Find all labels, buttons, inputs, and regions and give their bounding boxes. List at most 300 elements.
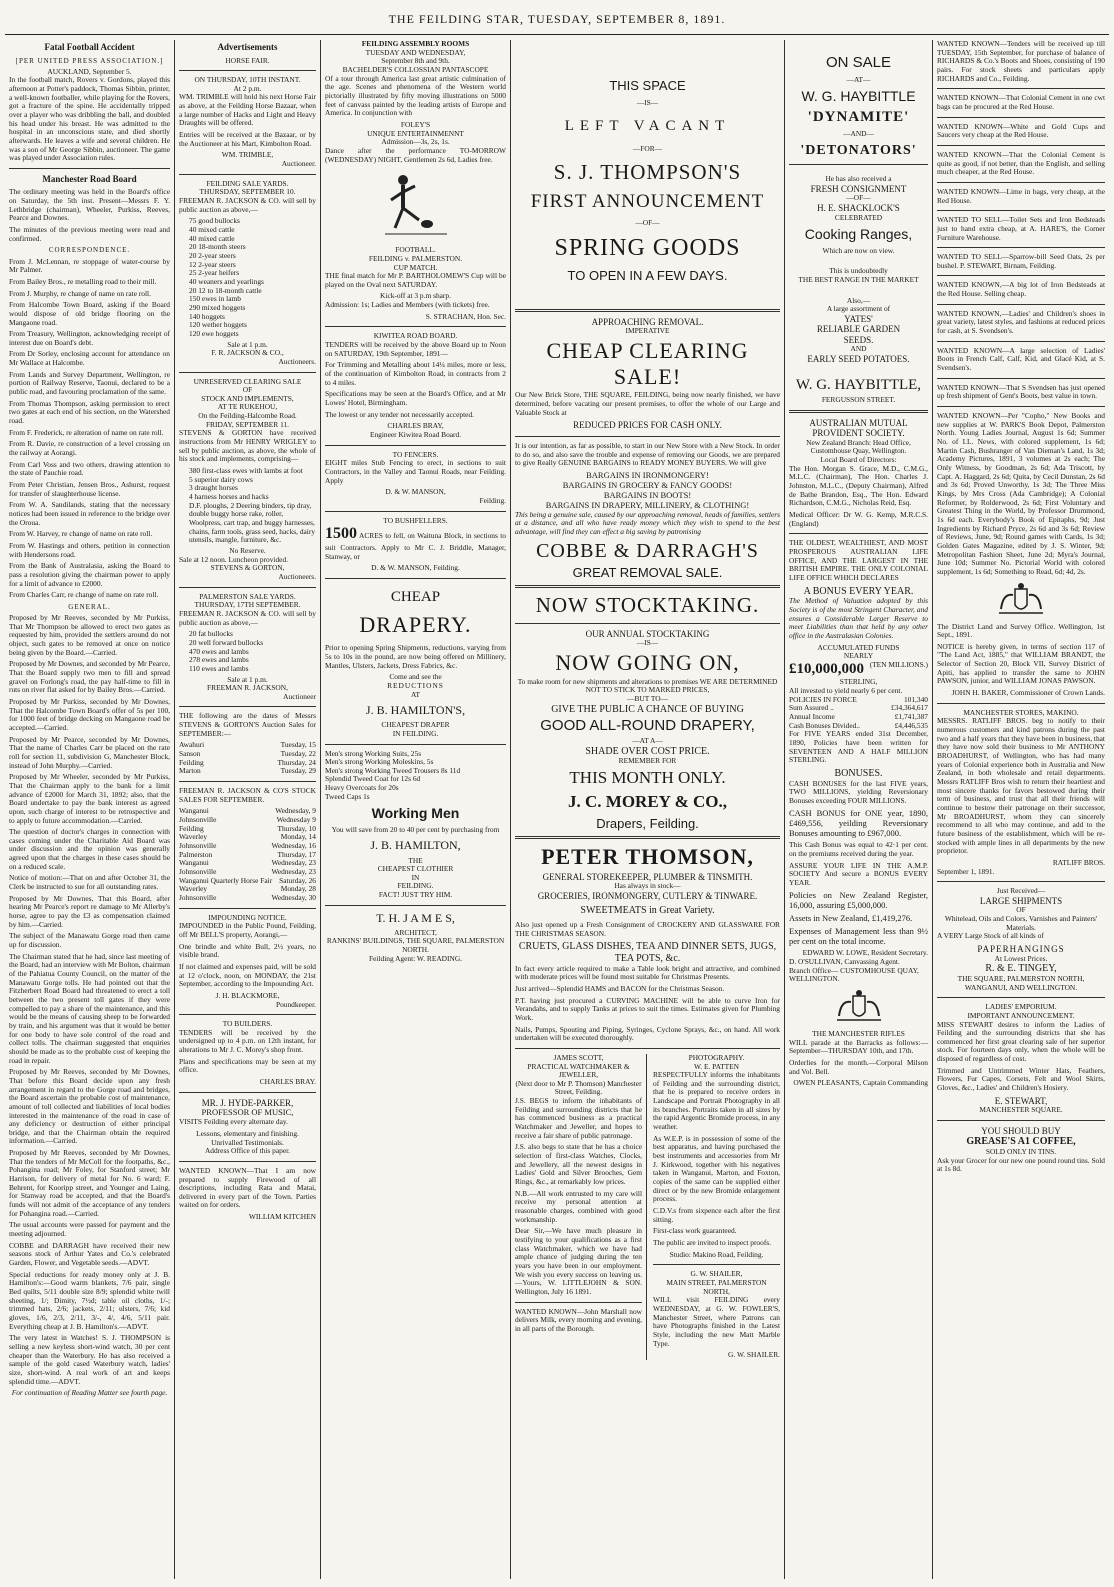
builders-text: TENDERS will be received by the undersigned up to 4 p.m. on 12th instant, for alterations to Mr J. C. Morey's shop front. xyxy=(179,1027,316,1055)
haybittle-heading: W. G. HAYBITTLE xyxy=(801,88,916,105)
imp-role: Poundkeeper. xyxy=(275,999,316,1009)
divider xyxy=(937,88,1105,89)
men-item: Men's strong Working Tweed Trousers 8s 11d xyxy=(325,765,461,775)
wanted-12: WANTED KNOWN—Per "Copho," New Books and new supplies at W. PARK'S Book Depot, Palmerston North. Young Ladies Journal, August 1s 6d; Summer No. of I.L. News, with colored supplement, 1s 6d; Martin Cash, Bushranger of Van Dieman's Land, 1s 3d; Academy Pictures, 1891, 3 volumes at 2s each; The Only Witness, by Goodman, 2s 6d; Ada Triscott, by Capt. A. Haggard, 2s 6d; Quita, by Cecil Dunstan, 2s 6d and 3s 6d; Proved Unworthy, 1s 3d; The Three Miss Kings, by Mrs Cross (Ada Cambridge); A Colonial Reformer, by Rolderwood, 2s 6d; First Voluntary and Greatest Thing in the World, by Professor Drummond, 1s 6d each. Everybody's Book of Epitaphs, 9d; Just Ingredients by Richard Pryce, 2s 6d and 3s 6d; Review of Reviews, June, 9d; Round games with Cards, 1s 3d; Golden Gates Magazine, edited by J. S. Winter, 9d; Metropolitan Fashion Sheet, June 2d; Myra's Journal, June 10d; Summer No. Pictorial World with colored supplement, 1s 6d; Something to Read, 6d; 4d, 2s. xyxy=(937,411,1105,576)
sweetmeats: SWEETMEATS in Great Variety. xyxy=(580,905,715,917)
baker-sign: JOHN H. BAKER, Commissioner of Crown Lands. xyxy=(951,688,1105,698)
wanted-6: WANTED TO SELL—Toilet Sets and Iron Bedsteads just to hand extra cheap, at A. HARE'S, the Corner Furniture Warehouse. xyxy=(937,215,1105,242)
hyde-text2: Lessons, elementary and finishing. xyxy=(196,1128,299,1138)
fsy-item: 150 ewes in lamb xyxy=(189,294,241,304)
land-notice: NOTICE is hereby given, in terms of section 117 of "The Land Act, 1885," that WILLIAM BRANDT, the Selector of Section 20, Block VII, Survey District of Apiti, has applied to transfer the same to JOHN PAWSON, junior, and WILLIAM JONAS PAWSON. xyxy=(937,641,1105,686)
bargain-line: BARGAINS IN BOOTS! xyxy=(603,489,692,500)
fsy-title: FEILDING SALE YARDS. xyxy=(206,178,289,188)
divider xyxy=(179,1161,316,1162)
psy-item: 20 fat bullocks xyxy=(189,629,233,639)
sg-date-value: Tuesday, 22 xyxy=(280,749,316,759)
fact-text: In fact every article required to make a Table look bright and attractive, and combined with moderate prices will be found most suitable for Christmas Presents. xyxy=(515,963,780,982)
of-label: OF xyxy=(1016,905,1026,915)
wanted-5: WANTED KNOWN—Lime in bags, very cheap, at the Red House. xyxy=(937,186,1105,205)
shailer-sign: G. W. SHAILER. xyxy=(728,1350,780,1360)
advertisements-heading: Advertisements xyxy=(217,42,278,52)
fsy-item: 20 18-month steers xyxy=(189,242,246,252)
open-soon: TO OPEN IN A FEW DAYS. xyxy=(567,267,728,283)
clearing-text: Our New Brick Store, THE SQUARE, FEILDING, being now nearly finished, we have determined, before vacating our present premises, to offer the whole of our Large and Valuable Stock at xyxy=(515,390,780,417)
come-see: Come and see the xyxy=(389,672,442,682)
hyde-text3: Unrivalled Testimonials. xyxy=(211,1137,284,1147)
wanted-4: WANTED KNOWN—That the Colonial Cement is quite as good, if not better, than the English, and selling much cheaper, at the Red House. xyxy=(937,149,1105,177)
unres-reserve: No Reserve. xyxy=(229,545,266,555)
frj-date-value: Thursday, 10 xyxy=(277,823,316,833)
whitelead: Whitelead, Oils and Colors, Varnishes and Painters' Materials. xyxy=(944,914,1098,932)
divider xyxy=(937,406,1105,407)
divider xyxy=(179,372,316,373)
board-minutes: The minutes of the previous meeting were read and confirmed. xyxy=(9,225,170,243)
feilding-label: FEILDING. xyxy=(397,881,434,891)
should-buy: YOU SHOULD BUY xyxy=(981,1125,1061,1136)
frj-date xyxy=(179,894,316,903)
general-item: Proposed by Mr Downes, and seconded by Mr Pearce, That the Board supply two men to fill and spread gravel on Forlong's road, the pay half-time to fill in ruts on river flat asked for by Bailey Bros.—Carried. xyxy=(9,659,170,695)
unres-item: 380 first-class ewes with lambs at foot xyxy=(189,466,303,476)
very-large: A VERY Large Stock of all kinds of xyxy=(937,931,1044,941)
ph-text5: The public are invited to inspect proofs. xyxy=(653,1237,772,1247)
divider xyxy=(515,436,780,437)
unres-at: AT TE RUKEHOU, xyxy=(217,402,278,412)
divider xyxy=(179,706,316,707)
psy-sign: FREEMAN R. JACKSON, xyxy=(207,683,288,693)
kiwitea-title: KIWITEA ROAD BOARD. xyxy=(373,331,458,341)
general-item: Proposed by Mr Reeves, seconded by Mr Downes, That the tenders of Mr McColl for the footpaths, &c., Pohangina road; Mr Foley, for Stanford street; Mr Harrison, for delivery of metal for No. 6 ward; F. Behrent, for Kooripp street, and Younger and Laing, for Stanway road be accepted, and that the Board's funds will not admit of the acceptance of any tenders for Pohangina road.—Carried. xyxy=(9,1148,170,1218)
correspondence-item: From R. Davie, re construction of a level crossing on the railway at Aorangi. xyxy=(9,439,170,458)
general-item: Notice of motion:—That on and after October 31, the Clerk be instructed to sue for all outstanding rates. xyxy=(9,873,170,892)
remember: REMEMBER FOR xyxy=(618,756,677,766)
imp-text: IMPOUNDED in the Public Pound, Feilding, off Mr BELL'S property, Aorangi,— xyxy=(179,921,316,939)
stewart-sign: E. STEWART, xyxy=(994,1095,1048,1106)
builders-text2: Plans and specifications may be seen at my office. xyxy=(179,1056,316,1075)
ratliff-date: September 1, 1891. xyxy=(937,866,995,876)
rifles-heading: THE MANCHESTER RIFLES xyxy=(812,1029,905,1039)
trimmed-hats: Trimmed and Untrimmed Winter Hats, Feathers, Flowers, Fur Capes, Corsets, Felt and Wool Skirts, Gloves, &c., Ladies' and Children's Hosiery. xyxy=(937,1065,1105,1093)
divider xyxy=(515,309,780,312)
frj-date-value: Wednesday, 30 xyxy=(271,892,316,902)
of-label: —OF— xyxy=(635,217,660,227)
bonus-every-year: A BONUS EVERY YEAR. xyxy=(803,585,914,597)
rooms-title: FEILDING ASSEMBLY ROOMS xyxy=(361,40,470,48)
working-men: Working Men xyxy=(371,805,460,822)
ten-million-label: (TEN MILLIONS.) xyxy=(869,659,928,669)
divider xyxy=(937,1120,1105,1121)
js-text2: J.S. also begs to state that he has a choice selection of first-class Watches, Clocks, and Jewellery, all the newest designs in Ladies' Gold and Silver Brooches, Gem Rings, &c., at remarkably low prices. xyxy=(515,1142,642,1187)
divider xyxy=(937,275,1105,276)
and2-label: AND xyxy=(850,344,867,354)
lowe: EDWARD W. LOWE, Resident Secretary. xyxy=(802,948,928,958)
general-list xyxy=(9,614,170,1239)
ten-million-row xyxy=(789,661,928,679)
assure: ASSURE YOUR LIFE IN THE A.M.P. SOCIETY And secure a BONUS EVERY YEAR. xyxy=(789,860,928,888)
now-going: NOW GOING ON, xyxy=(555,649,740,675)
divider xyxy=(515,836,780,839)
psy-role: Auctioneer xyxy=(283,691,316,701)
unres-sign: STEVENS & GORTON, xyxy=(210,563,285,573)
special-advt: Special reductions for ready money only at J. B. Hamilton's:—Good warm blankets, 7/6 pair, single Bed quilts, 5/11 double size 8/9; splendid white twill sheeting, 1/; Dimity, 7½d; table oil cloths, 1/-; trimmed hats, 2/6; jackets, 2/11; ulsters, 7/6; kid gloves, 1/6, 2/3, 2/11, 3/-, 4/, 4/6, 5/11 pair. Everything cheap at J. B. Hamilton's.—ADVT. xyxy=(9,1269,170,1331)
psy-list xyxy=(179,630,316,673)
on-sale: ON SALE xyxy=(825,54,892,71)
unres-of: OF xyxy=(242,385,253,395)
clearing-sale: CHEAP CLEARING SALE! xyxy=(546,337,749,389)
horse-fair-role: Auctioneer. xyxy=(281,159,316,169)
cruets: CRUETS, GLASS DISHES, TEA AND DINNER SETS, JUGS, TEA POTS, &c. xyxy=(518,941,777,964)
large-assortment: A large assortment of xyxy=(826,304,891,314)
ten-million: £10,000,000 xyxy=(789,660,864,677)
thj-agent: Feilding Agent: W. READING. xyxy=(369,953,462,963)
seeds: SEEDS. xyxy=(843,334,874,345)
bush-number: 1500 xyxy=(325,525,357,543)
fatal-text: In the football match, Rovers v. Gordons, played this afternoon at Potter's paddock, Thomas Sibbin, printer, a well-known footballer, while playing for the Rovers, got a fracture of the spine. He accidentally tripped over a player who was dribbling the ball, and doubled his head under his breast. He was admitted to the hospital in an unconscious state, and died shortly afterwards. He leaves a wife and several children. He was a son of Mr George Sibbin, auctioneer. The game was played under Association rules. xyxy=(9,75,170,163)
rooms-text: Of a tour through America last great artistic culmination of the age. Scenes and phenomena of the Western world pictorially illustrated by fifty moving illustrations on 5000 feet of canvass painted by the leading artists of Europe and America. In conjunction with xyxy=(325,73,506,118)
fresh-consignment: FRESH CONSIGNMENT xyxy=(810,183,907,194)
horse-fair-title: HORSE FAIR. xyxy=(225,55,270,65)
fsy-item: 40 mixed cattle xyxy=(189,225,235,235)
ph-text: RESPECTFULLY informs the inhabitants of Feilding and the surrounding district, that he is prepared to receive orders in Landscape and Portrait Photography in all its branches. Portraits taken in all sizes by the rapid Argentic Bromide process, in any weather. xyxy=(653,1070,780,1132)
frj-date-value: Wednesday 9 xyxy=(276,815,316,825)
ask-grocer: Ask your Grocer for our new one pound round tins. Sold at 1s 8d. xyxy=(937,1155,1105,1174)
branch-office: Branch Office— CUSTOMHOUSE QUAY, WELLINGTON. xyxy=(789,965,919,984)
dateline: AUCKLAND, September 5. xyxy=(47,66,132,76)
columns xyxy=(5,40,1109,1579)
divider xyxy=(789,533,928,534)
james-scott-ad xyxy=(515,1054,647,1360)
this-month: THIS MONTH ONLY. xyxy=(569,767,726,787)
correspondence-item: From Treasury, Wellington, acknowledging receipt of interest due on Board's debt. xyxy=(9,329,170,347)
reliable-garden: RELIABLE GARDEN xyxy=(816,324,901,335)
shacklock: H. E. SHACKLOCK'S xyxy=(817,202,900,213)
amp-stat-value: 101,340 xyxy=(903,694,928,704)
correspondence-item: From Lands and Survey Department, Wellington, re portion of Railway Reserve, Taonui, declared to be a public road, and favouring proclamation of the same. xyxy=(9,369,170,397)
invested: All invested to yield nearly 6 per cent. xyxy=(789,686,903,696)
lowest-prices: At Lowest Prices. xyxy=(994,953,1048,963)
cash-one-year: CASH BONUS for ONE year, 1890, £469,556, yeilding Reversionary Bonuses amounting to £967,000. xyxy=(789,807,928,838)
now-stocktaking: NOW STOCKTAKING. xyxy=(535,593,760,618)
imperative: IMPERATIVE xyxy=(625,326,670,336)
but-label: —BUT TO— xyxy=(627,693,668,703)
frj-date-label: Wanganui xyxy=(179,858,209,868)
imp-animal: One brindle and white Bull, 2½ years, no visible brand. xyxy=(179,941,316,960)
divider xyxy=(937,210,1105,211)
horse-fair-time: At 2 p.m. xyxy=(233,83,262,93)
nails: Nails, Pumps, Spouting and Piping, Syringes, Cyclone Sprays, &c., on hand. All work undertaken will be executed thoroughly. xyxy=(515,1024,780,1043)
divider xyxy=(789,410,928,413)
yates: YATES' xyxy=(844,313,873,324)
fsy-sign: F. R. JACKSON & CO., xyxy=(211,348,284,358)
district-office: The District Land and Survey Office. Wellington, 1st Sept., 1891. xyxy=(937,621,1105,640)
cobbe-advt: COBBE and DARRAGH have received their new seasons stock of Arthur Yates and Co.'s celebrated Garden, Flower, and Vegetable seeds.—ADVT. xyxy=(9,1240,170,1267)
divider xyxy=(937,145,1105,146)
frj-date-value: Thursday, 17 xyxy=(277,849,316,859)
also-received: He has also received a xyxy=(825,174,892,184)
correspondence-item: From Peter Christian, Jensen Bros., Ashurst, request for transfer of slaughterhouse license. xyxy=(9,480,170,498)
policies-nz: Policies on New Zealand Register, 16,000, assuring £5,000,000. xyxy=(789,889,928,910)
on-view: Which are now on view. xyxy=(822,245,895,255)
in-feilding: IN FEILDING. xyxy=(392,728,439,738)
sg-date-value: Tuesday, 29 xyxy=(280,766,316,776)
frj-dates xyxy=(179,807,316,902)
thj-name: T. H. J A M E S, xyxy=(376,910,455,925)
royal-arms-icon xyxy=(789,990,928,1024)
hamilton-name: J. B. HAMILTON'S, xyxy=(365,703,466,718)
fencers-place: Feilding. xyxy=(479,495,506,505)
bargains-list xyxy=(515,471,780,511)
owen-pleasants: OWEN PLEASANTS, Captain Commanding xyxy=(793,1078,928,1088)
road-board-heading: Manchester Road Board xyxy=(42,173,137,184)
give-public: GIVE THE PUBLIC A CHANCE OF BUYING xyxy=(551,703,744,715)
in-label: IN xyxy=(411,872,420,882)
ph-text3: C.D.V.s from sixpence each after the first sitting. xyxy=(653,1206,780,1224)
cheapest-draper: CHEAPEST DRAPER xyxy=(381,720,450,730)
of-label: —OF— xyxy=(846,193,871,203)
psy-time: Sale at 1 p.m. xyxy=(227,674,268,684)
morey-heading: J. C. MOREY & CO., xyxy=(568,791,727,811)
divider xyxy=(515,623,780,624)
dynamite: 'DYNAMITE' xyxy=(807,108,910,125)
men-item: Heavy Overcoats for 20s xyxy=(325,783,399,793)
great-removal: GREAT REMOVAL SALE. xyxy=(572,564,723,580)
drapers-feilding: Drapers, Feilding. xyxy=(596,815,699,831)
coat-of-arms-icon xyxy=(937,583,1105,617)
psy-title: PALMERSTON SALE YARDS. xyxy=(199,591,296,601)
general-item: Proposed by Mr Wheeler, seconded by Mr Purkiss, That the Chairman apply to the bank for a limit advance of £2000 for March 31, 1892; also, that the Board undertake to pay the bank interest as agreed upon, such charge of interest to be retrospective and to apply to future accommodation.—Carried. xyxy=(9,772,170,825)
column-2 xyxy=(175,40,321,1579)
fsy-date: THURSDAY, SEPTEMBER 10. xyxy=(199,187,296,197)
rooms-bach: BACHELDER'S COLLOSSIAN PANTASCOPE xyxy=(342,64,489,74)
fergusson: FERGUSSON STREET. xyxy=(821,395,896,405)
fsy-list xyxy=(179,217,316,338)
imp-title: IMPOUNDING NOTICE. xyxy=(208,912,287,922)
horse-fair-sign: WM. TRIMBLE, xyxy=(221,150,274,160)
bargains-text: This being a genuine sale, caused by our approaching removal, heads of families, settlers at a distance, and all who have ready money which they wish to spend to the best advantage, will find they can effect a big saving by patronising xyxy=(515,509,780,536)
method-text: The Method of Valuation adopted by this Society is of the most Stringent Character, and ensures a Considerable Larger Reserve to meet Liabilities than that held by any other office in the Australasian Colonies. xyxy=(789,596,928,640)
unres-list xyxy=(179,467,316,545)
sg-date-label: Sanson xyxy=(179,749,201,759)
divider xyxy=(937,881,1105,882)
psy-intro: FREEMAN R. JACKSON & CO. will sell by public auction as above,— xyxy=(179,608,316,627)
peter-role: GENERAL STOREKEEPER, PLUMBER & TINSMITH. xyxy=(542,871,753,882)
cash-bonuses: CASH BONUSES for the last FIVE years, TWO MILLIONS, yielding Reversionary Bonuses exceeding FOUR MILLIONS. xyxy=(789,778,928,805)
divider xyxy=(937,247,1105,248)
large-shipments: LARGE SHIPMENTS xyxy=(979,895,1063,906)
psy-item: 470 ewes and lambs xyxy=(189,646,249,656)
our-annual: OUR ANNUAL STOCKTAKING xyxy=(585,628,710,639)
fatal-football-heading: Fatal Football Accident xyxy=(44,42,135,52)
divider xyxy=(9,168,170,169)
kiwitea-text2: For Trimming and Metalling about 14¼ miles, more or less, of the continuation of Kimbolton Road, in contracts from 2 to 4 miles. xyxy=(325,360,506,387)
men-list xyxy=(325,750,506,802)
fresh-consignment: Also just opened up a Fresh Consignment of CROCKERY AND GLASSWARE FOR THE CHRISTMAS SEASON. xyxy=(515,919,780,938)
bush-sign: D. & W. MANSON, Feilding. xyxy=(371,563,460,573)
undoubtedly: This is undoubtedly xyxy=(829,266,888,276)
fsy-time: Sale at 1 p.m. xyxy=(227,339,268,349)
fsy-item: 290 mixed hoggets xyxy=(189,302,246,312)
thj-role: ARCHITECT, xyxy=(394,927,437,937)
frj-title: FREEMAN R. JACKSON & CO'S STOCK SALES FOR SEPTEMBER. xyxy=(179,786,316,804)
general-item: Proposed by Mr Purkiss, seconded by Mr Downes, That the Halcombe Town Board's offer of 5s per 100, for 1000 feet of bridge decking on Mangaone road be accepted.—Carried. xyxy=(9,696,170,732)
divider xyxy=(179,587,316,588)
drapery-heading: DRAPERY. xyxy=(359,612,472,638)
builders-title: TO BUILDERS. xyxy=(222,1019,273,1029)
correspondence-item: From the Bank of Australasia, asking the Board to pass a resolution giving the chairman power to apply for a limit of advance to £2000. xyxy=(9,561,170,588)
nearly: NEARLY xyxy=(843,651,874,661)
frj-date-value: Monday, 28 xyxy=(280,884,316,894)
make-room: To make room for new shipments and alterations to premises WE ARE DETERMINED NOT TO STICK TO MARKED PRICES, xyxy=(517,676,778,695)
approaching: APPROACHING REMOVAL. xyxy=(591,316,704,327)
correspondence-item: From W. Hastings and others, petition in connection with Hendersons road. xyxy=(9,540,170,559)
rifles-text: WILL parade at the Barracks as follows:— September—THURSDAY 10th, and 17th. xyxy=(789,1037,928,1056)
general-item: Proposed by Mr Pearce, seconded by Mr Downes, That the name of Charles Carr be placed on the rate roll for section 11, subdivision G, Manchester Block, instead of John Murphy.—Carried. xyxy=(9,734,170,770)
unres-role: Auctioneers. xyxy=(278,571,316,581)
five-years: For FIVE YEARS ended 31st December, 1890, Policies have been written for SEVENTEEN AND A HALF MILLION STERLING. xyxy=(789,729,928,765)
correspondence-item: From Carl Voss and two others, drawing attention to the state of Pauchie road. xyxy=(9,459,170,478)
unres-stock: STOCK AND IMPLEMENTS, xyxy=(201,393,294,403)
accumulated: ACCUMULATED FUNDS xyxy=(817,642,900,652)
imp-text2: If not claimed and expenses paid, will be sold at 12 o'clock, noon, on MONDAY, the 21st September, according to the Impounding Act. xyxy=(179,961,316,989)
divider xyxy=(937,182,1105,183)
first-announcement: FIRST ANNOUNCEMENT xyxy=(530,190,765,212)
also-label: Also,— xyxy=(846,295,871,305)
correspondence-item: From W. Harvey, re change of name on rate roll. xyxy=(9,529,153,539)
kiwitea-text3: Specifications may be seen at the Board's Office, and at Mr Lowes' Hotel, Birmingham. xyxy=(325,389,506,408)
divider xyxy=(325,511,506,512)
the-label: THE xyxy=(408,855,423,865)
rooms-dance: Dance after the performance TO-MORROW (WEDNESDAY) NIGHT, Gentlemen 2s 6d, Ladies free. xyxy=(325,145,506,164)
ph-title: PHOTOGRAPHY. xyxy=(688,1052,745,1062)
sg-date xyxy=(179,767,316,776)
bush-title: TO BUSHFELLERS. xyxy=(383,515,448,525)
shailer-addr: MAIN STREET, PALMERSTON NORTH, xyxy=(666,1277,767,1296)
press-association: [PER UNITED PRESS ASSOCIATION.] xyxy=(15,56,164,65)
at-label: AT xyxy=(410,689,421,699)
amp-heading: AUSTRALIAN MUTUAL PROVIDENT SOCIETY. xyxy=(809,417,908,439)
frj-date-label: Johnsonville xyxy=(179,841,217,851)
js-text3: N.B.—All work entrusted to my care will receive my personal attention at reasonable charges, combined with good workmanship. xyxy=(515,1188,642,1224)
divider xyxy=(653,1264,780,1265)
fencers-sign: D. & W. MANSON, xyxy=(385,487,446,497)
rooms-unique: UNIQUE ENTERTAINMENNT xyxy=(367,128,464,138)
wanted-8: WANTED KNOWN,—A big lot of Iron Bedsteads at the Red House. Selling cheap. xyxy=(937,280,1105,299)
js-addr: (Next door to Mr P. Thomson) Manchester Street, Feilding. xyxy=(515,1078,642,1097)
fact-label: FACT! JUST TRY HIM. xyxy=(378,890,453,900)
column-5 xyxy=(785,40,933,1579)
kickoff: Kick-off at 3 p.m sharp. xyxy=(380,291,451,301)
groceries: GROCERIES, IRONMONGERY, CUTLERY & TINWARE. xyxy=(537,890,758,901)
is-label: —IS— xyxy=(636,98,659,108)
js-text4: Dear Sir,—We have much pleasure in testifying to your qualifications as a first class Watchmaker, which we have had ample chance of judging during the ten years you have been in our employment. We wish you every success on leaving us.—Yours, W. LITTLEJOHN & SON. Wellington, July 16 1891. xyxy=(515,1226,642,1296)
milk-ad: WANTED KNOWN—John Marshall now delivers Milk, every morning and evening, in all parts of the Borough. xyxy=(515,1306,642,1333)
unres-item: 4 harness horses and hacks xyxy=(189,492,269,502)
sjt-heading: S. J. THOMPSON'S xyxy=(553,160,742,185)
wanted-1: WANTED KNOWN—Tenders will be received up till TUESDAY, 15th September, for purchase of balance of RICHARDS & Co.'s Boots and Shoes, consisting of 190 pairs. For stock sheets and particulars apply RICHARDS and Co., Feilding. xyxy=(937,40,1105,83)
divider xyxy=(325,445,506,446)
correspondence-item: From Charles Carr, re change of name on rate roll. xyxy=(9,590,159,600)
reduced-prices: REDUCED PRICES FOR CASH ONLY. xyxy=(573,420,722,431)
divider xyxy=(325,578,506,579)
correspondence-item: From J. Murphy, re change of name on rate roll. xyxy=(9,288,151,298)
fsy-item: 20 12 to 18-month cattle xyxy=(189,285,262,295)
correspondence-item: From W. A. Sandilands, stating that the necessary notices had been issued in reference to the bridge over the Oroua. xyxy=(9,500,170,527)
amp-stat-label: POLICIES IN FORCE xyxy=(789,694,857,704)
column-1 xyxy=(5,40,175,1579)
jbh-name: J. B. HAMILTON, xyxy=(370,838,461,853)
divider xyxy=(325,326,506,327)
fsy-item: 12 2-year steers xyxy=(189,259,236,269)
men-item: Splendid Tweed Coat for 12s 6d xyxy=(325,774,421,784)
oldest-text: THE OLDEST, WEALTHIEST, AND MOST PROSPEROUS AUSTRALIAN LIFE OFFICE, AND THE LARGEST IN THE BRITISH EMPIRE. THE ONLY COLONIAL LIFE OFFICE WHICH DECLARES xyxy=(789,538,928,582)
frj-date-label: Palmerston xyxy=(179,849,213,859)
fsy-item: 75 good bullocks xyxy=(189,216,240,226)
correspondence-item: From F. Frederick, re alteration of name on rate roll. xyxy=(9,427,164,437)
divider xyxy=(179,174,316,175)
shailer-text: WILL visit FEILDING every WEDNESDAY, at G. W. FOWLER'S, Manchester Street, where Patrons can have Photographs finished in the Latest Style, including the new Matt Marble Type. xyxy=(653,1295,780,1348)
unres-time: Sale at 12 noon. Luncheon provided. xyxy=(179,554,288,564)
amp-stat-label: Sum Assured .. xyxy=(789,703,834,713)
frj-date-label: Feilding xyxy=(179,823,204,833)
board-intro: The ordinary meeting was held in the Board's office on Saturday, the 5th inst. Present—Messrs F. Y. Lethbridge (chairman), Wheeler, Purkiss, Reeves, Pearce and Downes. xyxy=(9,187,170,223)
bargain-line: BARGAINS IN DRAPERY, MILLINERY, & CLOTHING! xyxy=(545,499,750,510)
is2-label: —IS— xyxy=(636,638,659,648)
frj-date-label: Johnsonville xyxy=(179,866,217,876)
correspondence-item: From Dr Sorley, enclosing account for attendance on Mr Wallace at Halcombe. xyxy=(9,349,170,368)
ph-name: W. E. PATTEN xyxy=(693,1061,740,1071)
divider xyxy=(937,304,1105,305)
divider xyxy=(937,997,1105,998)
divider xyxy=(937,117,1105,118)
watches-advt: The very latest in Watches! S. J. THOMPSON is selling a new keyless short-wind watch, 30 per cent cheaper than the Waterbury. He has also received a sample of the gold cased Waterbury watch, ladies' size, short-wind. A real work of art and keeps splendid time.—ADVT. xyxy=(9,1333,170,1386)
divider xyxy=(515,1048,780,1049)
frj-date-value: Wednesday, 23 xyxy=(271,858,316,868)
general-item: Proposed by Mr Downes, That this Board, after hearing Mr Pearce's report re damage to Mr Allerby's horse, agree to pay the £3 as compensation claimed by him.—Carried. xyxy=(9,893,170,929)
amp-stat-value: £4,446,535 xyxy=(894,720,928,730)
imp-sign: J. H. BLACKMORE, xyxy=(215,990,280,1000)
medical-officer: Medical Officer: Dr W. G. Kemp, M.R.C.S. (England) xyxy=(789,510,928,528)
tingey: R. & E. TINGEY, xyxy=(985,963,1057,975)
column-4 xyxy=(511,40,785,1579)
divider xyxy=(179,781,316,782)
just-received: Just Received— xyxy=(996,886,1046,896)
general-heading: GENERAL. xyxy=(68,602,111,611)
divider xyxy=(325,744,506,745)
manchester-stores: MANCHESTER STORES, MAKINO. xyxy=(963,707,1079,717)
fencers-title: TO FENCERS. xyxy=(392,449,439,459)
frj-date-label: Johnsonville xyxy=(179,892,217,902)
correspondence-item: From J. McLennan, re stoppage of water-course by Mr Palmer. xyxy=(9,256,170,275)
strachan: S. STRACHAN, Hon. Sec. xyxy=(425,311,506,321)
frj-date-label: Waverley xyxy=(179,884,208,894)
frj-date-label: Johnsonville xyxy=(179,815,217,825)
left-vacant: LEFT VACANT xyxy=(564,117,731,134)
divider xyxy=(937,341,1105,342)
bargain-line: BARGAINS IN IRONMONGERY! xyxy=(586,469,709,480)
divider xyxy=(515,1302,642,1303)
correspondence-heading: CORRESPONDENCE. xyxy=(48,246,131,255)
ladies-emporium: LADIES' EMPORIUM. xyxy=(985,1002,1057,1012)
sg-dates xyxy=(179,741,316,776)
working-text: You will save from 20 to 40 per cent by purchasing from xyxy=(331,824,500,834)
football-teams: FEILDING v. PALMERSTON. xyxy=(368,253,463,263)
fsy-role: Auctioneers. xyxy=(278,356,316,366)
sold-in-tins: SOLD ONLY IN TINS. xyxy=(985,1147,1057,1157)
psy-item: 278 ewes and lambs xyxy=(189,655,249,665)
js-text: J.S. BEGS to inform the inhabitants of Feilding and surrounding districts that he has commenced business as a practical Watchmaker and Jeweller, and hopes to receive a fair share of public patronage. xyxy=(515,1096,642,1140)
sg-intro: THE following are the dates of Messrs STEVENS & GORTON'S Auction Sales for SEPTEMBER:— xyxy=(179,711,316,738)
football-title: FOOTBALL. xyxy=(395,245,436,255)
expenses: Expenses of Management less than 9½ per cent on the total income. xyxy=(789,925,928,946)
